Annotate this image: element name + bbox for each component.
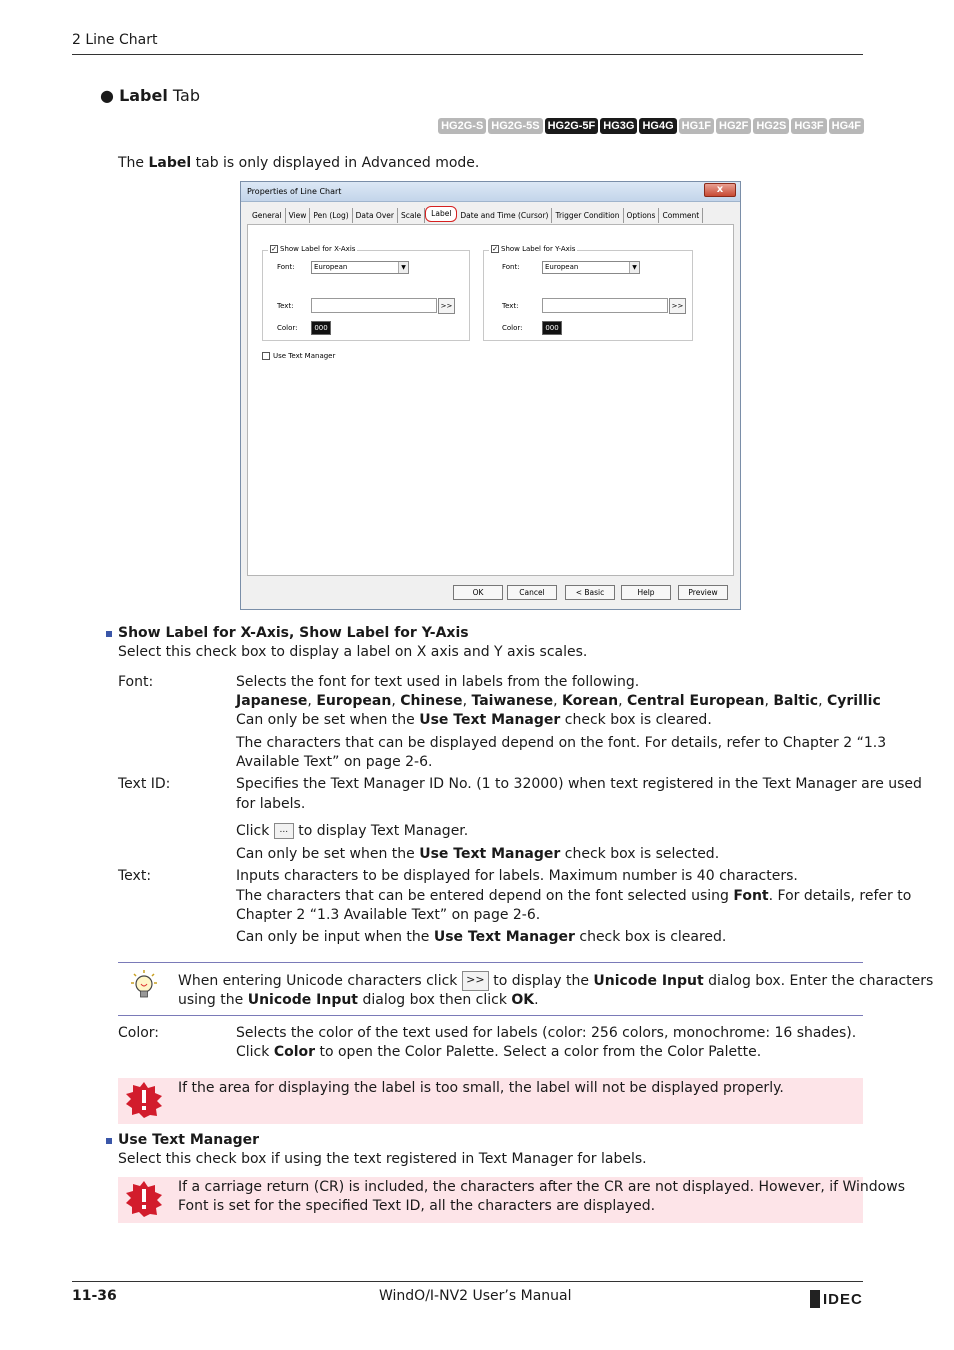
tip-pre: When entering Unicode characters click xyxy=(178,973,462,989)
font-line3-bold: Use Text Manager xyxy=(419,712,561,728)
dialog-button-cancel[interactable]: Cancel xyxy=(507,585,557,600)
font-option: Japanese xyxy=(236,693,308,709)
font-line3 xyxy=(236,711,712,730)
model-badge: HG3F xyxy=(791,118,826,134)
y-text-input[interactable] xyxy=(542,298,668,313)
tip-bold1: Unicode Input xyxy=(593,973,704,989)
textid-term: Text ID: xyxy=(118,776,171,792)
dialog-button-ok[interactable]: OK xyxy=(453,585,503,600)
font-line3-pre: Can only be set when the xyxy=(236,712,420,728)
color-term: Color: xyxy=(118,1025,160,1041)
warning-text-2-line2: Font is set for the specified Text ID, all the characters are displayed. xyxy=(178,1198,656,1214)
font-option: Chinese xyxy=(400,693,463,709)
font-separator: , xyxy=(307,693,317,709)
tip-l2-post: . xyxy=(534,992,539,1008)
model-badge: HG2G-5S xyxy=(488,118,542,134)
idec-logo xyxy=(810,1290,863,1308)
text-line2-post: . For details, refer to xyxy=(768,888,912,904)
use-tm-desc: Select this check box if using the text registered in Text Manager for labels. xyxy=(118,1151,647,1167)
warning-box-2 xyxy=(118,1177,905,1223)
y-font-value: European xyxy=(545,263,579,271)
y-color-button[interactable]: 000 xyxy=(542,321,562,335)
text-line4-bold: Use Text Manager xyxy=(433,929,575,945)
tab-trigger-condition[interactable]: Trigger Condition xyxy=(552,208,623,223)
font-separator: , xyxy=(818,693,827,709)
textid-line1: Specifies the Text Manager ID No. (1 to 32000) when text registered in the Text Manager are used xyxy=(236,776,922,792)
font-term: Font: xyxy=(118,674,154,690)
show-label-desc: Select this check box to display a label on X axis and Y axis scales. xyxy=(118,644,588,660)
intro-post: tab is only displayed in Advanced mode. xyxy=(191,155,480,171)
text-line1: Inputs characters to be displayed for labels. Maximum number is 40 characters. xyxy=(236,868,798,884)
text-line4 xyxy=(236,928,726,947)
y-font-label: Font: xyxy=(502,263,520,271)
warning-icon xyxy=(126,1181,162,1217)
tip-l2-mid: dialog box then click xyxy=(358,992,512,1008)
tip-mid: to display the xyxy=(488,973,594,989)
dialog-title: Properties of Line Chart xyxy=(247,187,342,196)
tip-bold3: OK xyxy=(511,992,535,1008)
y-axis-group xyxy=(483,245,693,341)
text-term: Text: xyxy=(118,868,152,884)
tab-date-and-time-cursor[interactable]: Date and Time (Cursor) xyxy=(457,208,552,223)
intro-text xyxy=(118,154,479,173)
dialog-titlebar xyxy=(241,182,740,202)
font-option: Taiwanese xyxy=(471,693,554,709)
x-text-input[interactable] xyxy=(311,298,437,313)
model-badge: HG1F xyxy=(679,118,714,134)
section-title-bold: Label xyxy=(119,86,168,105)
textid-line2: for labels. xyxy=(236,796,306,812)
font-separator: , xyxy=(391,693,401,709)
dialog-button-basic[interactable]: < Basic xyxy=(565,585,615,600)
tip-post1: dialog box. Enter the characters xyxy=(703,973,934,989)
y-text-label: Text: xyxy=(502,302,519,310)
warning-text-1: If the area for displaying the label is too small, the label will not be displayed properly. xyxy=(178,1080,784,1096)
textid-click-post: to display Text Manager. xyxy=(293,823,469,839)
use-text-manager-checkbox[interactable] xyxy=(262,352,335,360)
x-font-combo[interactable] xyxy=(311,261,409,274)
ellipsis-button[interactable]: ... xyxy=(274,823,294,839)
textid-line4-pre: Can only be set when the xyxy=(236,846,420,862)
text-line2-pre: The characters that can be entered depend on the font selected using xyxy=(236,888,734,904)
font-line3-post: check box is cleared. xyxy=(560,712,712,728)
x-text-browse-button[interactable]: >> xyxy=(438,298,455,314)
y-color-label: Color: xyxy=(502,324,523,332)
model-badge: HG2G-S xyxy=(438,118,486,134)
color-line2-bold: Color xyxy=(273,1044,316,1060)
tip-line1 xyxy=(178,971,933,991)
y-axis-check-mark: ✓ xyxy=(492,245,498,253)
warning-text-2-line1: If a carriage return (CR) is included, the characters after the CR are not displayed. However, if Windows xyxy=(178,1179,905,1195)
y-font-combo[interactable] xyxy=(542,261,640,274)
text-line3: Chapter 2 “1.3 Available Text” on page 2-6. xyxy=(236,907,541,923)
textid-click-pre: Click xyxy=(236,823,274,839)
tab-scale[interactable]: Scale xyxy=(398,208,425,223)
text-line2-bold: Font xyxy=(733,888,769,904)
lightbulb-icon xyxy=(130,969,158,1001)
font-line1: Selects the font for text used in labels from the following. xyxy=(236,674,640,690)
use-text-manager-label: Use Text Manager xyxy=(273,352,336,360)
page-number: 11-36 xyxy=(72,1288,117,1304)
section-bullet: ● xyxy=(100,86,114,105)
manual-title: WindO/I-NV2 User’s Manual xyxy=(379,1288,572,1304)
intro-pre: The xyxy=(118,155,149,171)
logo-text: IDEC xyxy=(823,1290,863,1308)
font-separator: , xyxy=(462,693,472,709)
x-axis-title: Show Label for X-Axis xyxy=(280,245,356,253)
font-option: European xyxy=(316,693,392,709)
textid-click xyxy=(236,822,468,841)
tip-box xyxy=(118,962,934,1016)
color-line2-post: to open the Color Palette. Select a color from the Color Palette. xyxy=(315,1044,762,1060)
font-separator: , xyxy=(553,693,563,709)
chapter-header: 2 Line Chart xyxy=(72,32,158,48)
y-axis-checkbox[interactable] xyxy=(489,245,577,253)
model-badge: HG4G xyxy=(639,118,676,134)
tab-comment[interactable]: Comment xyxy=(659,208,703,223)
x-axis-group xyxy=(262,245,470,341)
font-option: Korean xyxy=(562,693,619,709)
font-line5: Available Text” on page 2-6. xyxy=(236,754,433,770)
intro-bold: Label xyxy=(148,155,192,171)
section-title xyxy=(100,86,200,106)
textid-line4 xyxy=(236,845,719,864)
font-option: Cyrillic xyxy=(826,693,881,709)
y-text-browse-button[interactable]: >> xyxy=(669,298,686,314)
font-option: Baltic xyxy=(773,693,819,709)
chevron-down-icon: ▼ xyxy=(398,262,408,273)
use-text-manager-box xyxy=(262,352,270,360)
color-line2-pre: Click xyxy=(236,1044,274,1060)
textid-line4-post: check box is selected. xyxy=(560,846,720,862)
header-rule xyxy=(72,54,863,55)
dialog-button-preview[interactable]: Preview xyxy=(678,585,728,600)
close-icon[interactable]: x xyxy=(704,183,736,197)
font-option: Central European xyxy=(627,693,765,709)
model-badges xyxy=(438,118,864,134)
unicode-input-button[interactable]: >> xyxy=(462,971,489,991)
x-color-label: Color: xyxy=(277,324,298,332)
section-title-rest: Tab xyxy=(167,86,201,105)
x-axis-check-mark: ✓ xyxy=(271,245,277,253)
footer-rule xyxy=(72,1281,863,1282)
dialog-tabbar xyxy=(249,208,703,224)
color-line2 xyxy=(236,1043,761,1062)
x-font-value: European xyxy=(314,263,348,271)
label-tab-panel xyxy=(247,224,734,576)
y-axis-title: Show Label for Y-Axis xyxy=(501,245,576,253)
tab-options[interactable]: Options xyxy=(624,208,660,223)
color-line1: Selects the color of the text used for labels (color: 256 colors, monochrome: 16 shades). xyxy=(236,1025,857,1041)
textid-line4-bold: Use Text Manager xyxy=(419,846,561,862)
text-line4-post: check box is cleared. xyxy=(574,929,727,945)
model-badge: HG2G-5F xyxy=(545,118,599,134)
x-text-label: Text: xyxy=(277,302,294,310)
model-badge: HG3G xyxy=(600,118,637,134)
tab-view[interactable]: View xyxy=(286,208,311,223)
use-tm-heading: Use Text Manager xyxy=(118,1132,260,1148)
warning-icon xyxy=(126,1082,162,1118)
bullet-square-icon xyxy=(106,1138,112,1144)
bullet-square-icon xyxy=(106,631,112,637)
text-line4-pre: Can only be input when the xyxy=(236,929,434,945)
model-badge: HG4F xyxy=(829,118,864,134)
model-badge: HG2S xyxy=(753,118,789,134)
dialog-button-help[interactable]: Help xyxy=(621,585,671,600)
tip-line2 xyxy=(178,991,539,1010)
tab-pen-log[interactable]: Pen (Log) xyxy=(310,208,352,223)
tab-label[interactable]: Label xyxy=(425,206,457,222)
font-list xyxy=(236,692,881,711)
tip-bold2: Unicode Input xyxy=(247,992,359,1008)
font-separator: , xyxy=(618,693,627,709)
font-line4: The characters that can be displayed depend on the font. For details, refer to Chapter 2 “1.3 xyxy=(236,735,887,751)
show-label-heading: Show Label for X-Axis, Show Label for Y-Axis xyxy=(118,625,469,641)
chevron-down-icon: ▼ xyxy=(629,262,639,273)
text-line2 xyxy=(236,887,911,906)
x-color-button[interactable]: 000 xyxy=(311,321,331,335)
model-badge: HG2F xyxy=(716,118,751,134)
font-separator: , xyxy=(764,693,774,709)
logo-mark-icon xyxy=(810,1290,820,1308)
x-font-label: Font: xyxy=(277,263,295,271)
warning-box-1 xyxy=(118,1078,863,1124)
tab-general[interactable]: General xyxy=(249,208,286,223)
properties-dialog xyxy=(240,181,741,610)
tip-l2-pre: using the xyxy=(178,992,248,1008)
tab-data-over[interactable]: Data Over xyxy=(353,208,398,223)
x-axis-checkbox[interactable] xyxy=(268,245,357,253)
